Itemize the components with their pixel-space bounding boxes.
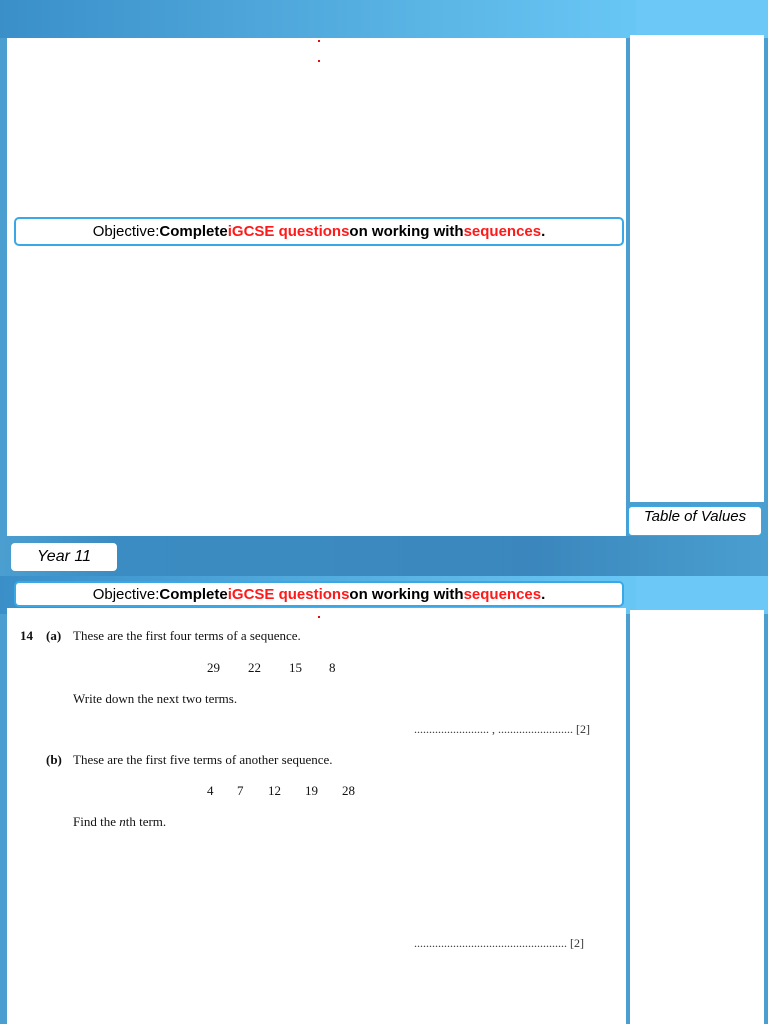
exam-question bbox=[0, 576, 630, 1024]
part-b-term: 12 bbox=[268, 783, 281, 798]
part-a-text: These are the first four terms of a sequence. bbox=[73, 628, 301, 643]
side-panel bbox=[630, 35, 764, 502]
objective-highlight-sequences: sequences bbox=[463, 585, 542, 603]
red-marker bbox=[318, 60, 320, 62]
part-b-instruction: Find the nth term. bbox=[73, 814, 167, 829]
year-label: Year 11 bbox=[37, 548, 91, 565]
part-b-term: 19 bbox=[305, 783, 318, 798]
table-of-values-button[interactable] bbox=[628, 506, 762, 536]
top-header-bar-right bbox=[636, 0, 768, 34]
part-a-term: 22 bbox=[248, 660, 261, 675]
year-label-box bbox=[11, 543, 117, 571]
objective-end: . bbox=[541, 585, 546, 603]
part-b-answer-line[interactable]: ................................................... [2] bbox=[414, 936, 584, 950]
objective-middle: on working with bbox=[349, 585, 464, 603]
question-number: 14 bbox=[20, 628, 33, 643]
objective-verb: Complete bbox=[159, 585, 228, 603]
part-a-term: 15 bbox=[289, 660, 302, 675]
objective-banner bbox=[14, 217, 624, 246]
objective-highlight-igcse: iGCSE questions bbox=[227, 585, 350, 603]
part-a-instruction: Write down the next two terms. bbox=[73, 691, 238, 706]
part-a-term: 8 bbox=[329, 660, 336, 675]
objective-middle: on working with bbox=[349, 223, 464, 240]
table-of-values-label: Table of Values bbox=[643, 508, 747, 525]
part-b-term: 28 bbox=[342, 783, 355, 798]
top-header-bar-right bbox=[636, 576, 768, 610]
objective-prefix: Objective: bbox=[92, 223, 160, 240]
objective-prefix: Objective: bbox=[92, 585, 160, 603]
main-content-panel bbox=[7, 38, 626, 536]
objective-highlight-igcse: iGCSE questions bbox=[227, 223, 350, 240]
part-a-term: 29 bbox=[207, 660, 220, 675]
part-a-answer-line[interactable]: ......................... , ......................... [2] bbox=[414, 722, 590, 736]
part-b-label: (b) bbox=[46, 752, 62, 767]
objective-end: . bbox=[541, 223, 546, 240]
part-a-label: (a) bbox=[46, 628, 62, 643]
part-b-term: 4 bbox=[207, 783, 214, 798]
side-panel bbox=[630, 610, 764, 1024]
part-b-text: These are the first five terms of another sequence. bbox=[73, 752, 333, 767]
red-marker bbox=[318, 40, 320, 42]
part-b-term: 7 bbox=[237, 783, 244, 798]
objective-highlight-sequences: sequences bbox=[463, 223, 542, 240]
slide-2 bbox=[0, 576, 768, 1024]
objective-verb: Complete bbox=[159, 223, 228, 240]
